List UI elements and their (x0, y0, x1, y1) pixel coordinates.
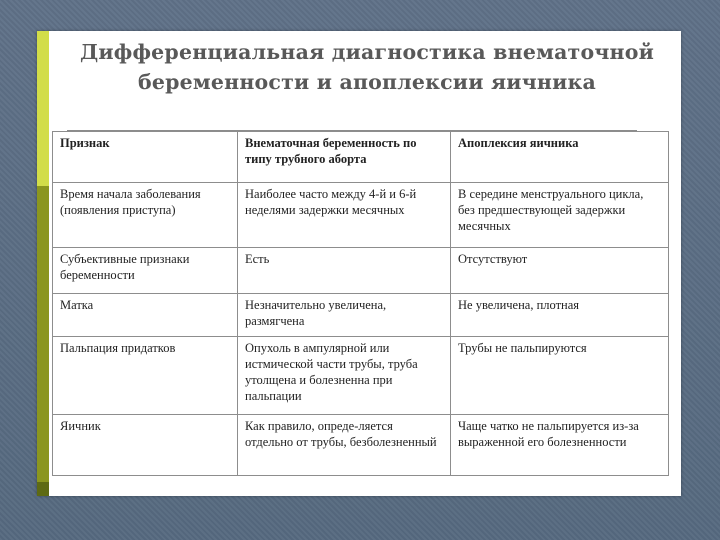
table-cell-ectopic: Незначительно увеличена, размягчена (238, 294, 451, 337)
accent-bar-mid-segment (37, 186, 49, 482)
table-cell-ectopic: Опухоль в ампулярной или истмической части трубы, труба утолщена и болезненна при пальпации (238, 337, 451, 415)
table-cell-apoplexy: В середине менструального цикла, без предшествующей задержки месячных (451, 183, 669, 248)
table-cell-apoplexy: Трубы не пальпируются (451, 337, 669, 415)
table-row (53, 183, 669, 248)
diagnosis-table (52, 131, 669, 476)
table-cell-ectopic: Как правило, опреде-ляется отдельно от трубы, безболезненный (238, 415, 451, 476)
accent-bar-dark-segment (37, 482, 49, 496)
table-cell-sign: Пальпация придатков (53, 337, 238, 415)
table-row (53, 248, 669, 294)
header-cell-ovarian-apoplexy: Апоплексия яичника (451, 132, 669, 183)
table-cell-sign: Субъективные признаки беременности (53, 248, 238, 294)
slide (37, 31, 681, 496)
table-cell-ectopic: Есть (238, 248, 451, 294)
table-row (53, 415, 669, 476)
table-row (53, 294, 669, 337)
table-cell-apoplexy: Отсутствуют (451, 248, 669, 294)
table-cell-apoplexy: Не увеличена, плотная (451, 294, 669, 337)
table-header-row (53, 132, 669, 183)
accent-bar-light-segment (37, 31, 49, 186)
table-cell-sign: Яичник (53, 415, 238, 476)
table-cell-sign: Время начала заболевания (появления приступа) (53, 183, 238, 248)
table-cell-ectopic: Наиболее часто между 4-й и 6-й неделями задержки месячных (238, 183, 451, 248)
header-cell-ectopic-pregnancy: Внематочная беременность по типу трубного аборта (238, 132, 451, 183)
table-cell-sign: Матка (53, 294, 238, 337)
slide-title: Дифференциальная диагностика внематочной беременности и апоплексии яичника (79, 40, 655, 94)
table-cell-apoplexy: Чаще чатко не пальпируется из-за выраженной его болезненности (451, 415, 669, 476)
table-row (53, 337, 669, 415)
header-cell-sign: Признак (53, 132, 238, 183)
accent-bar (37, 31, 49, 496)
